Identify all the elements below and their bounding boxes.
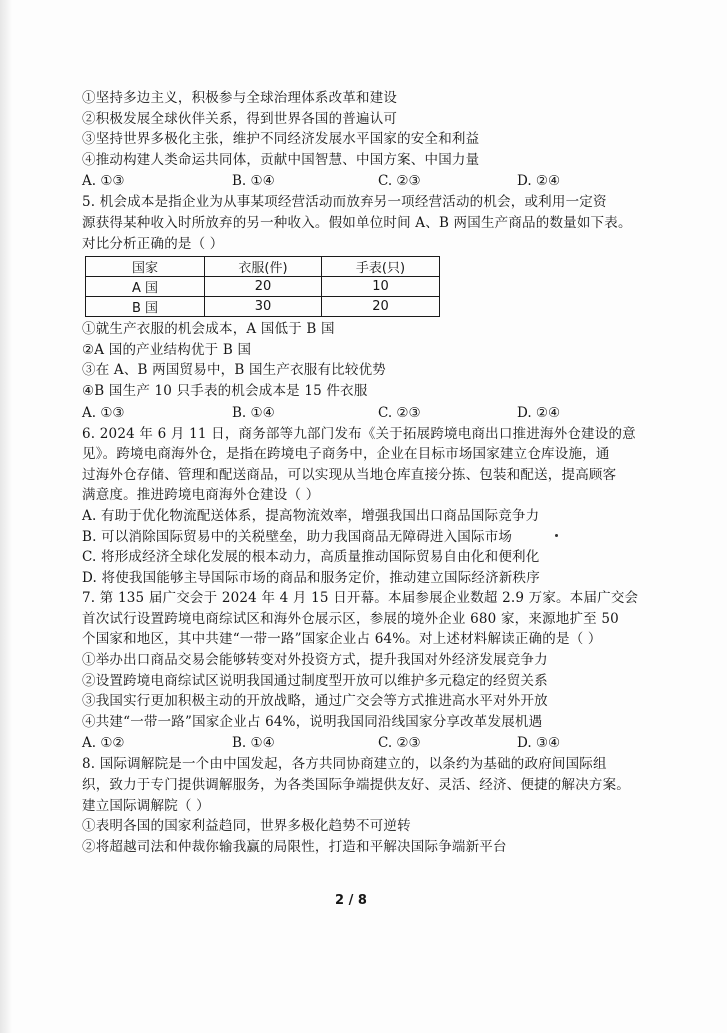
q6-option-d[interactable]: D. 将使我国能够主导国际市场的商品和服务定价，推动建立国际经济新秩序 [82,569,540,586]
q5-choice-d[interactable]: D. ②④ [517,404,561,421]
q8-statements [82,816,702,857]
table-header-country: 国家 [86,257,205,277]
q5-stem-line-1: 5. 机会成本是指企业为从事某项经营活动而放弃另一项经营活动的机会，或利用一定资 [82,194,607,211]
q4-choice-d[interactable]: D. ②④ [517,173,561,190]
q5-statement-3: ③在 A、B 两国贸易中，B 国生产衣服有比较优势 [82,362,386,379]
q7-statements [82,650,702,732]
q4-choice-c[interactable]: C. ②③ [378,173,421,190]
q8-stem-line-1: 8. 国际调解院是一个由中国发起，各方共同协商建立的，以条约为基础的政府间国际组 [82,756,607,773]
q5-choice-b[interactable]: B. ①④ [232,404,275,421]
q5-statement-2: ②A 国的产业结构优于 B 国 [82,341,252,358]
q7-statement-4: ④共建“一带一路”国家企业占 64%，说明我国同沿线国家分享改革发展机遇 [82,713,543,730]
q6-stem [82,424,702,506]
q4-statement-2: ②积极发展全球伙伴关系，得到世界各国的普遍认可 [82,110,398,127]
q4-statement-3: ③坚持世界多极化主张，维护不同经济发展水平国家的安全和利益 [82,131,480,148]
scan-edge-shadow [0,0,12,1033]
q6-option-b[interactable]: B. 可以消除国际贸易中的关税壁垒，助力我国商品无障碍进入国际市场 [82,528,513,545]
q5-choice-c[interactable]: C. ②③ [378,404,421,421]
q6-stem-line-1: 6. 2024 年 6 月 11 日，商务部等九部门发布《关于拓展跨境电商出口推进海外仓建设的意 [82,425,636,442]
q7-statement-3: ③我国实行更加积极主动的开放战略，通过广交会等方式推进高水平对外开放 [82,693,548,710]
q4-statement-1: ①坚持多边主义，积极参与全球治理体系改革和建设 [82,90,398,106]
table-cell: 20 [205,277,322,297]
q8-stem-line-3: 建立国际调解院（ ） [82,797,210,814]
q7-stem-line-2: 首次试行设置跨境电商综试区和海外仓展示区，参展的境外企业 680 家，来源地扩至 50 [82,610,619,627]
q5-stem [82,192,702,254]
table-cell: B 国 [86,297,205,317]
q7-choice-c[interactable]: C. ②③ [378,735,421,752]
q6-stem-line-2: 见》。跨境电商海外仓，是指在跨境电子商务中，企业在目标市场国家建立仓库设施，通 [82,446,610,463]
q7-choices [82,732,702,754]
q7-stem-line-3: 个国家和地区，其中共建“一带一路”国家企业占 64%。对上述材料解读正确的是（ ） [82,631,602,648]
q8-statement-2: ②将超越司法和仲裁你输我赢的局限性，打造和平解决国际争端新平台 [82,838,507,855]
q4-choice-a[interactable]: A. ①③ [82,173,125,190]
q7-choice-a[interactable]: A. ①② [82,735,125,752]
q8-stem [82,754,702,816]
q6-option-c[interactable]: C. 将形成经济全球化发展的根本动力，高质量推动国际贸易自由化和便利化 [82,549,540,566]
table-row [86,297,440,317]
q7-stem-line-1: 7. 第 135 届广交会于 2024 年 4 月 15 日开幕。本届参展企业数超 2.9 万家。本届广交会 [82,590,639,607]
q8-stem-line-2: 织，致力于专门提供调解服务，为各类国际争端提供友好、灵活、经济、便捷的解决方案。 [82,777,630,794]
q5-stem-line-3: 对比分析正确的是（ ） [82,235,224,252]
q5-choices [82,402,702,424]
q6-option-a[interactable]: A. 有助于优化物流配送体系，提高物流效率，增强我国出口商品国际竞争力 [82,507,540,524]
q5-statement-4: ④B 国生产 10 只手表的机会成本是 15 件衣服 [82,382,368,399]
page-number: 2 / 8 [335,893,367,908]
table-cell: 30 [205,297,322,317]
q7-stem [82,588,702,650]
exam-page [82,88,702,857]
table-header-watches: 手表(只) [322,257,440,277]
q4-choice-b[interactable]: B. ①④ [232,173,275,190]
q7-choice-d[interactable]: D. ③④ [517,735,561,752]
q6-options [82,506,702,588]
q4-choices [82,170,702,192]
q5-stem-line-2: 源获得某种收入时所放弃的另一种收入。假如单位时间 A、B 两国生产商品的数量如下表。 [82,214,632,231]
q5-choice-a[interactable]: A. ①③ [82,404,125,421]
q4-statement-4: ④推动构建人类命运共同体，贡献中国智慧、中国方案、中国力量 [82,151,480,168]
q5-statement-1: ①就生产衣服的机会成本，A 国低于 B 国 [82,321,335,338]
q6-stem-line-4: 满意度。推进跨境电商海外仓建设（ ） [82,487,320,504]
table-cell: 10 [322,277,440,297]
table-header-row [86,257,440,277]
table-row [86,277,440,297]
q5-statements [82,319,702,401]
q4-statements [82,88,702,170]
table-header-clothes: 衣服(件) [205,257,322,277]
table-cell: 20 [322,297,440,317]
q8-statement-1: ①表明各国的国家利益趋同，世界多极化趋势不可逆转 [82,818,411,835]
q7-statement-2: ②设置跨境电商综试区说明我国通过制度型开放可以维护多元稳定的经贸关系 [82,672,548,689]
table-cell: A 国 [86,277,205,297]
q7-statement-1: ①举办出口商品交易会能够转变对外投资方式，提升我国对外经济发展竞争力 [82,652,548,669]
q5-production-table [85,256,440,317]
q7-choice-b[interactable]: B. ①④ [232,735,275,752]
q6-stem-line-3: 过海外仓存储、管理和配送商品，可以实现从当地仓库直接分拣、包装和配送，提高顾客 [82,466,617,483]
